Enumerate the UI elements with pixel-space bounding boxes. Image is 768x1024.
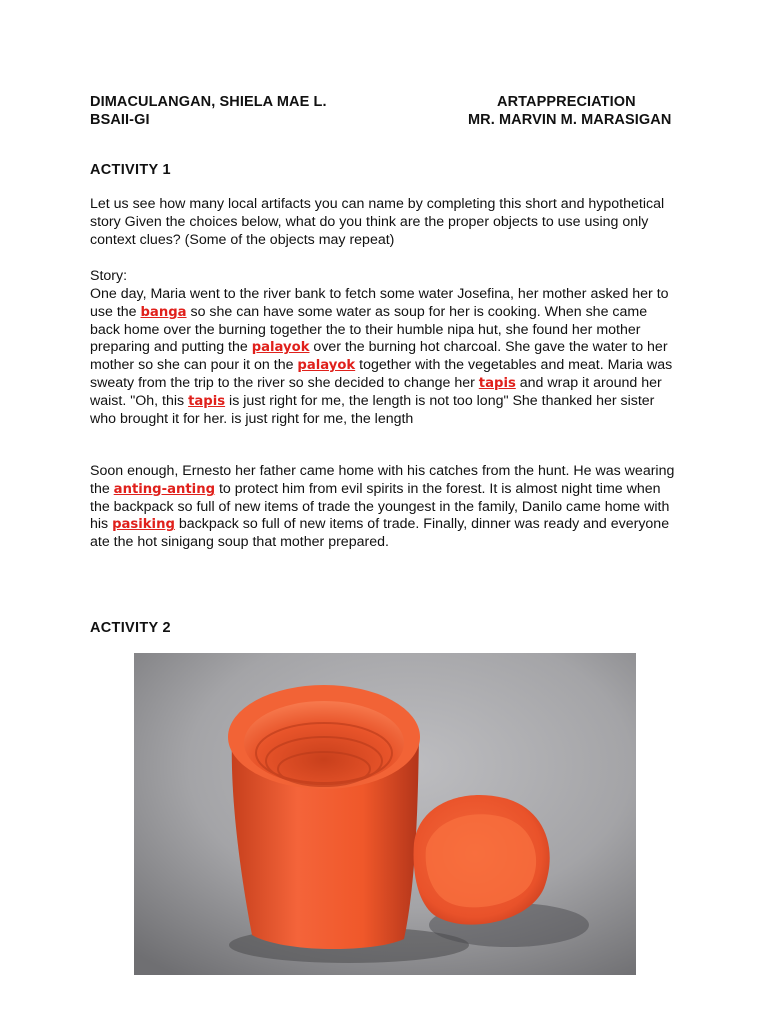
- answer-tapis: tapis: [478, 375, 516, 391]
- answer-pasiking: pasiking: [112, 517, 175, 533]
- activity-1-instructions: Let us see how many local artifacts you can name by completing this short and hypothetical story Given the choices below, what do you think are the proper objects to use using only context clues? (Some of the objects may repeat): [90, 196, 665, 248]
- story-text: so she can have some water as soup for her is cooking. When she came back home over the burning together the to their humble nipa hut, she found her mother preparing and putting the: [90, 303, 648, 356]
- answer-palayok: palayok: [297, 358, 356, 374]
- story-text: is just right for me, the length is not too long" She thanked her sister who brought it for her. is just right for me, the length: [90, 392, 655, 427]
- story-text: over the burning hot charcoal. She gave the water to her mother so she can pour it on the: [90, 339, 668, 374]
- activity-2-heading: ACTIVITY 2: [90, 620, 171, 636]
- story-text: to protect him from evil spirits in the forest. It is almost night time when the backpack so full of new items of trade the youngest in the family, Danilo came home with his: [90, 480, 670, 533]
- story-label: Story:: [90, 268, 128, 284]
- answer-anting-anting: anting-anting: [113, 481, 216, 497]
- answer-banga: banga: [140, 304, 187, 320]
- story-paragraph-1: [90, 286, 680, 428]
- story-text: One day, Maria went to the river bank to fetch some water Josefina, her mother asked her to use the: [90, 286, 669, 320]
- clay-pot-photo: [134, 653, 636, 975]
- professor-name: MR. MARVIN M. MARASIGAN: [468, 112, 672, 128]
- clay-pot-illustration: [134, 653, 636, 975]
- story-text: Soon enough, Ernesto her father came home with his catches from the hunt. He was wearing the: [90, 463, 675, 497]
- pot-opening: [244, 701, 404, 785]
- lid-inner: [426, 814, 536, 907]
- answer-tapis: tapis: [188, 393, 226, 409]
- story-text: together with the vegetables and meat. Maria was sweaty from the trip to the river so she decided to change her: [90, 357, 673, 391]
- story-text: backpack so full of new items of trade. Finally, dinner was ready and everyone ate the hot sinigang soup that mother prepared.: [90, 516, 670, 551]
- student-name: DIMACULANGAN, SHIELA MAE L.: [90, 94, 327, 110]
- story-text: and wrap it around her waist. "Oh, this: [90, 374, 662, 409]
- activity-1-heading: ACTIVITY 1: [90, 162, 171, 178]
- answer-palayok: palayok: [251, 340, 310, 356]
- course-section: BSAII-GI: [90, 112, 150, 128]
- subject-title: ARTAPPRECIATION: [497, 94, 636, 110]
- story-paragraph-2: [90, 463, 680, 552]
